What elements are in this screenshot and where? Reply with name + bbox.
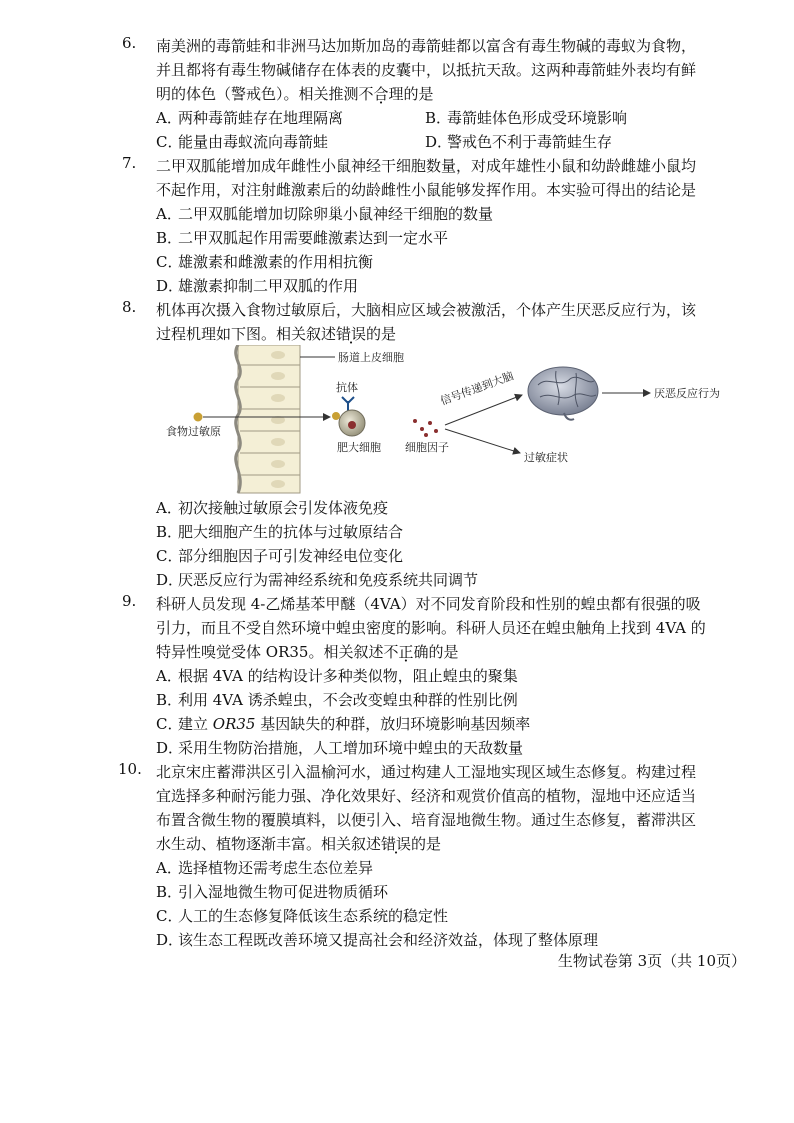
- emphasis-text: 错误: [336, 325, 367, 343]
- option-a: A．选择植物还需考虑生态位差异: [156, 859, 374, 877]
- aversion-label: 厌恶反应行为: [654, 387, 720, 400]
- question-number: 6.: [122, 34, 137, 52]
- stem-line: 并且都将有毒生物碱储存在体表的皮囊中，以抵抗天敌。这两种毒箭蛙外表均有鲜: [156, 61, 697, 79]
- question-number: 8.: [122, 298, 137, 316]
- stem-line: 不起作用，对注射雌激素后的幼龄雌性小鼠能够发挥作用。本实验可得出的结论是: [156, 181, 697, 199]
- cytokine-dots: [413, 419, 438, 437]
- option-b: B．利用 4VA 诱杀蝗虫，不会改变蝗虫种群的性别比例: [156, 691, 518, 709]
- question-stem: [156, 154, 754, 202]
- option-d: D．警戒色不利于毒箭蛙生存: [425, 133, 613, 151]
- mast-cell-label: 肥大细胞: [337, 441, 381, 454]
- stem-line: 明的体色（警戒色）。相关推测不合理的是: [156, 85, 434, 103]
- question-stem: [156, 760, 754, 856]
- bound-allergen-dot: [332, 412, 340, 420]
- option-d: D．该生态工程既改善环境又提高社会和经济效益，体现了整体原理: [156, 931, 599, 949]
- option-a: A．两种毒箭蛙存在地理隔离: [156, 109, 344, 127]
- intestinal-epithelium: [236, 345, 300, 493]
- option-c: C．能量由毒蚁流向毒箭蛙: [156, 133, 329, 151]
- allergy-mechanism-diagram: [160, 345, 730, 495]
- stem-line: 二甲双胍能增加成年雌性小鼠神经干细胞数量，对成年雄性小鼠和幼龄雌雄小鼠均: [156, 157, 697, 175]
- emphasis-text: 不合理: [358, 85, 404, 103]
- stem-line: 宜选择多种耐污能力强、净化效果好、经济和观赏价值高的植物，湿地中还应适当: [156, 787, 697, 805]
- option-c: C．部分细胞因子可引发神经电位变化: [156, 547, 404, 565]
- option-b: B．引入湿地微生物可促进物质循环: [156, 883, 389, 901]
- emphasis-text: 不正确: [383, 643, 429, 661]
- stem-line: 引力，而且不受自然环境中蝗虫密度的影响。科研人员还在蝗虫触角上找到 4VA 的: [156, 619, 706, 637]
- stem-line: 北京宋庄蓄滞洪区引入温榆河水，通过构建人工湿地实现区域生态修复。构建过程: [156, 763, 697, 781]
- mast-cell-nucleus: [348, 421, 356, 429]
- option-b: B．二甲双胍起作用需要雌激素达到一定水平: [156, 229, 449, 247]
- brain-icon: [528, 367, 598, 420]
- question-stem: [156, 298, 754, 346]
- option-c: C．建立 OR35 基因缺失的种群，放归环境影响基因频率: [156, 715, 531, 733]
- option-b: B．肥大细胞产生的抗体与过敏原结合: [156, 523, 404, 541]
- stem-line: 布置含微生物的覆膜填料，以便引入、培育湿地微生物。通过生态修复，蓄滞洪区: [156, 811, 697, 829]
- question-stem: [156, 592, 754, 664]
- stem-line: 特异性嗅觉受体 OR35。相关叙述不正确的是: [156, 643, 459, 661]
- option-a: A．二甲双胍能增加切除卵巢小鼠神经干细胞的数量: [156, 205, 494, 223]
- cytokine-label: 细胞因子: [405, 441, 449, 454]
- arrow-to-symptom: [445, 429, 520, 453]
- page-footer: 生物试卷第 3页（共 10页）: [557, 952, 746, 970]
- option-d: D．采用生物防治措施，人工增加环境中蝗虫的天敌数量: [156, 739, 524, 757]
- stem-line: 机体再次摄入食物过敏原后，大脑相应区域会被激活，个体产生厌恶反应行为，该: [156, 301, 697, 319]
- stem-line: 南美洲的毒箭蛙和非洲马达加斯加岛的毒箭蛙都以富含有毒生物碱的毒蚁为食物，: [156, 37, 697, 55]
- gene-name: OR35: [212, 715, 256, 733]
- emphasis-text: 错误: [381, 835, 412, 853]
- option-a: A．根据 4VA 的结构设计多种类似物，阻止蝗虫的聚集: [156, 667, 518, 685]
- option-c: C．雄激素和雌激素的作用相抗衡: [156, 253, 374, 271]
- question-stem: [156, 34, 754, 106]
- allergen-label: 食物过敏原: [166, 425, 221, 438]
- stem-line: 水生动、植物逐渐丰富。相关叙述错误的是: [156, 835, 442, 853]
- option-a: A．初次接触过敏原会引发体液免疫: [156, 499, 389, 517]
- question-number: 9.: [122, 592, 137, 610]
- option-d: D．雄激素抑制二甲双胍的作用: [156, 277, 359, 295]
- question-number: 7.: [122, 154, 137, 172]
- allergen-dot: [194, 413, 203, 422]
- symptom-label: 过敏症状: [524, 451, 568, 464]
- option-c: C．人工的生态修复降低该生态系统的稳定性: [156, 907, 449, 925]
- antibody-icon: [342, 397, 354, 411]
- stem-line: 过程机理如下图。相关叙述错误的是: [156, 325, 397, 343]
- option-b: B．毒箭蛙体色形成受环境影响: [425, 109, 628, 127]
- question-number: 10.: [118, 760, 142, 778]
- signal-label: 信号传递到大脑: [438, 369, 516, 408]
- antibody-label: 抗体: [336, 381, 358, 394]
- epithelium-label: 肠道上皮细胞: [338, 351, 404, 364]
- stem-line: 科研人员发现 4-乙烯基苯甲醚（4VA）对不同发育阶段和性别的蝗虫都有很强的吸: [156, 595, 701, 613]
- option-d: D．厌恶反应行为需神经系统和免疫系统共同调节: [156, 571, 479, 589]
